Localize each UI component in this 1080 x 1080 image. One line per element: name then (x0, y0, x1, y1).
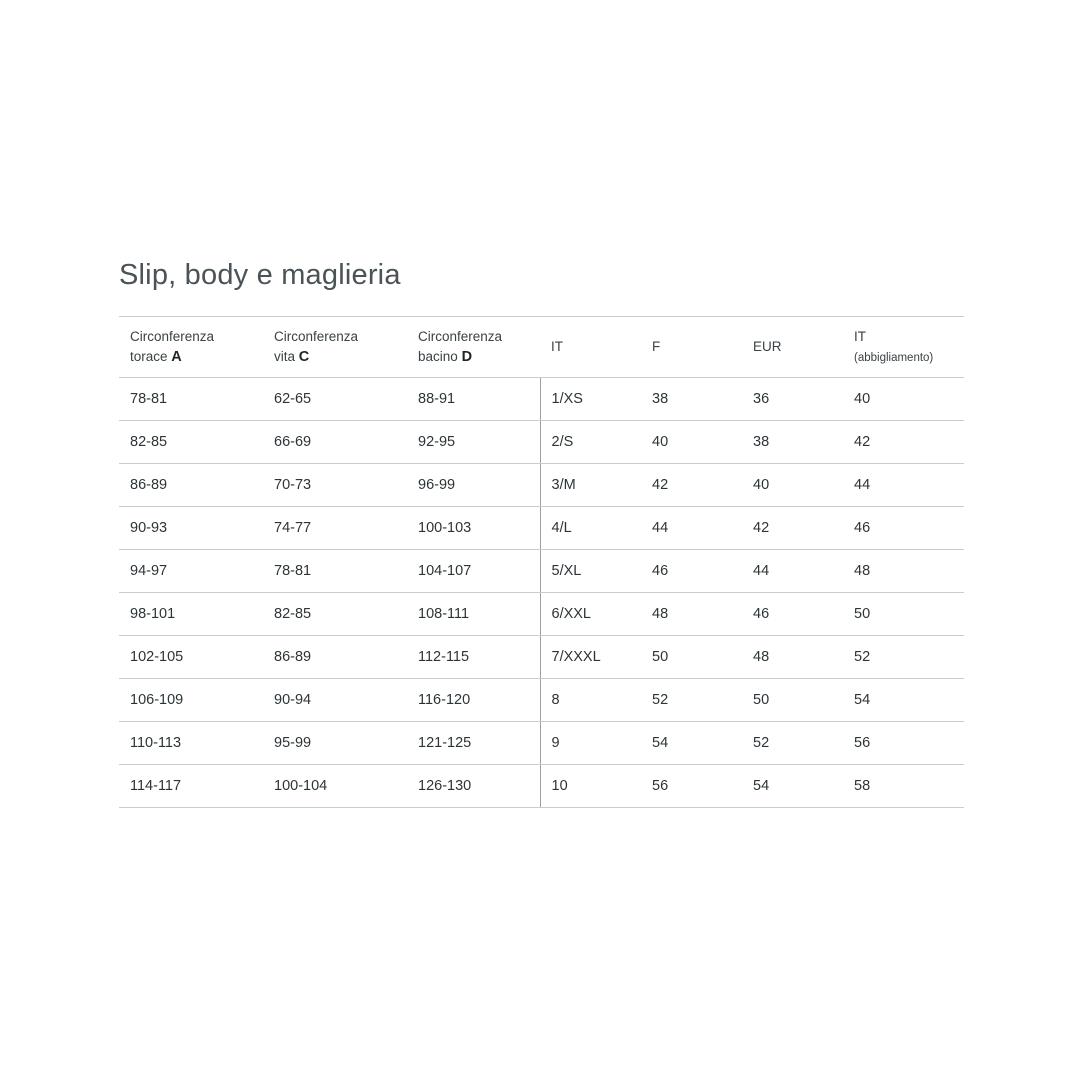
header-eur-size (742, 317, 843, 378)
cell-eur-size: 46 (742, 593, 843, 636)
cell-f-size: 54 (641, 722, 742, 765)
cell-f-size: 50 (641, 636, 742, 679)
table-row (119, 722, 964, 765)
header-eur-size-label: EUR (753, 339, 782, 354)
header-hips (407, 317, 540, 378)
cell-f-size: 40 (641, 421, 742, 464)
table-row (119, 550, 964, 593)
header-waist-line2: vita (274, 349, 296, 364)
cell-it-clothing: 46 (843, 507, 964, 550)
table-row (119, 679, 964, 722)
cell-waist: 100-104 (263, 765, 407, 808)
cell-it-size: 3/M (540, 464, 641, 507)
header-it-size (540, 317, 641, 378)
cell-chest: 102-105 (119, 636, 263, 679)
header-f-size (641, 317, 742, 378)
header-chest (119, 317, 263, 378)
cell-chest: 110-113 (119, 722, 263, 765)
cell-eur-size: 54 (742, 765, 843, 808)
header-chest-letter: A (171, 349, 182, 365)
header-row (119, 317, 964, 378)
cell-waist: 82-85 (263, 593, 407, 636)
cell-it-clothing: 52 (843, 636, 964, 679)
cell-hips: 96-99 (407, 464, 540, 507)
cell-it-size: 10 (540, 765, 641, 808)
table-row (119, 593, 964, 636)
cell-eur-size: 36 (742, 378, 843, 421)
cell-chest: 78-81 (119, 378, 263, 421)
cell-f-size: 42 (641, 464, 742, 507)
size-chart-table (119, 316, 964, 808)
header-hips-line2: bacino (418, 349, 458, 364)
cell-hips: 104-107 (407, 550, 540, 593)
cell-eur-size: 52 (742, 722, 843, 765)
cell-it-clothing: 48 (843, 550, 964, 593)
cell-hips: 88-91 (407, 378, 540, 421)
cell-eur-size: 48 (742, 636, 843, 679)
header-it-clothing-sub: (abbigliamento) (854, 351, 934, 364)
cell-waist: 70-73 (263, 464, 407, 507)
cell-it-clothing: 40 (843, 378, 964, 421)
table-row (119, 636, 964, 679)
cell-f-size: 44 (641, 507, 742, 550)
cell-waist: 74-77 (263, 507, 407, 550)
header-it-clothing-label: IT (854, 328, 866, 344)
cell-chest: 82-85 (119, 421, 263, 464)
cell-f-size: 38 (641, 378, 742, 421)
cell-it-size: 6/XXL (540, 593, 641, 636)
table-row (119, 378, 964, 421)
cell-hips: 100-103 (407, 507, 540, 550)
cell-eur-size: 50 (742, 679, 843, 722)
cell-it-clothing: 42 (843, 421, 964, 464)
cell-eur-size: 40 (742, 464, 843, 507)
cell-it-clothing: 50 (843, 593, 964, 636)
header-chest-line2: torace (130, 349, 168, 364)
cell-eur-size: 44 (742, 550, 843, 593)
cell-f-size: 52 (641, 679, 742, 722)
table-row (119, 507, 964, 550)
cell-hips: 108-111 (407, 593, 540, 636)
cell-it-clothing: 44 (843, 464, 964, 507)
cell-chest: 94-97 (119, 550, 263, 593)
cell-f-size: 56 (641, 765, 742, 808)
header-waist (263, 317, 407, 378)
cell-it-clothing: 58 (843, 765, 964, 808)
cell-it-size: 8 (540, 679, 641, 722)
cell-it-size: 1/XS (540, 378, 641, 421)
cell-chest: 106-109 (119, 679, 263, 722)
header-waist-line1: Circonferenza (274, 329, 359, 344)
cell-waist: 78-81 (263, 550, 407, 593)
cell-it-size: 2/S (540, 421, 641, 464)
table-row (119, 421, 964, 464)
cell-waist: 86-89 (263, 636, 407, 679)
cell-waist: 66-69 (263, 421, 407, 464)
cell-f-size: 48 (641, 593, 742, 636)
cell-it-size: 7/XXXL (540, 636, 641, 679)
cell-chest: 98-101 (119, 593, 263, 636)
cell-it-size: 9 (540, 722, 641, 765)
header-waist-letter: C (298, 349, 310, 365)
cell-chest: 114-117 (119, 765, 263, 808)
cell-chest: 86-89 (119, 464, 263, 507)
header-f-size-label: F (652, 339, 661, 354)
cell-waist: 95-99 (263, 722, 407, 765)
page-title: Slip, body e maglieria (119, 259, 401, 291)
cell-it-clothing: 56 (843, 722, 964, 765)
header-hips-letter: D (461, 349, 473, 365)
cell-eur-size: 42 (742, 507, 843, 550)
table-body (119, 378, 964, 808)
cell-it-size: 5/XL (540, 550, 641, 593)
cell-chest: 90-93 (119, 507, 263, 550)
cell-hips: 112-115 (407, 636, 540, 679)
table-row (119, 765, 964, 808)
cell-hips: 126-130 (407, 765, 540, 808)
cell-waist: 62-65 (263, 378, 407, 421)
cell-it-size: 4/L (540, 507, 641, 550)
cell-it-clothing: 54 (843, 679, 964, 722)
header-it-size-label: IT (551, 339, 563, 354)
cell-hips: 116-120 (407, 679, 540, 722)
cell-f-size: 46 (641, 550, 742, 593)
header-it-clothing (843, 317, 964, 378)
header-chest-line1: Circonferenza (130, 329, 215, 344)
table-row (119, 464, 964, 507)
cell-hips: 121-125 (407, 722, 540, 765)
cell-hips: 92-95 (407, 421, 540, 464)
table-header (119, 317, 964, 378)
cell-eur-size: 38 (742, 421, 843, 464)
header-hips-line1: Circonferenza (418, 329, 503, 344)
cell-waist: 90-94 (263, 679, 407, 722)
